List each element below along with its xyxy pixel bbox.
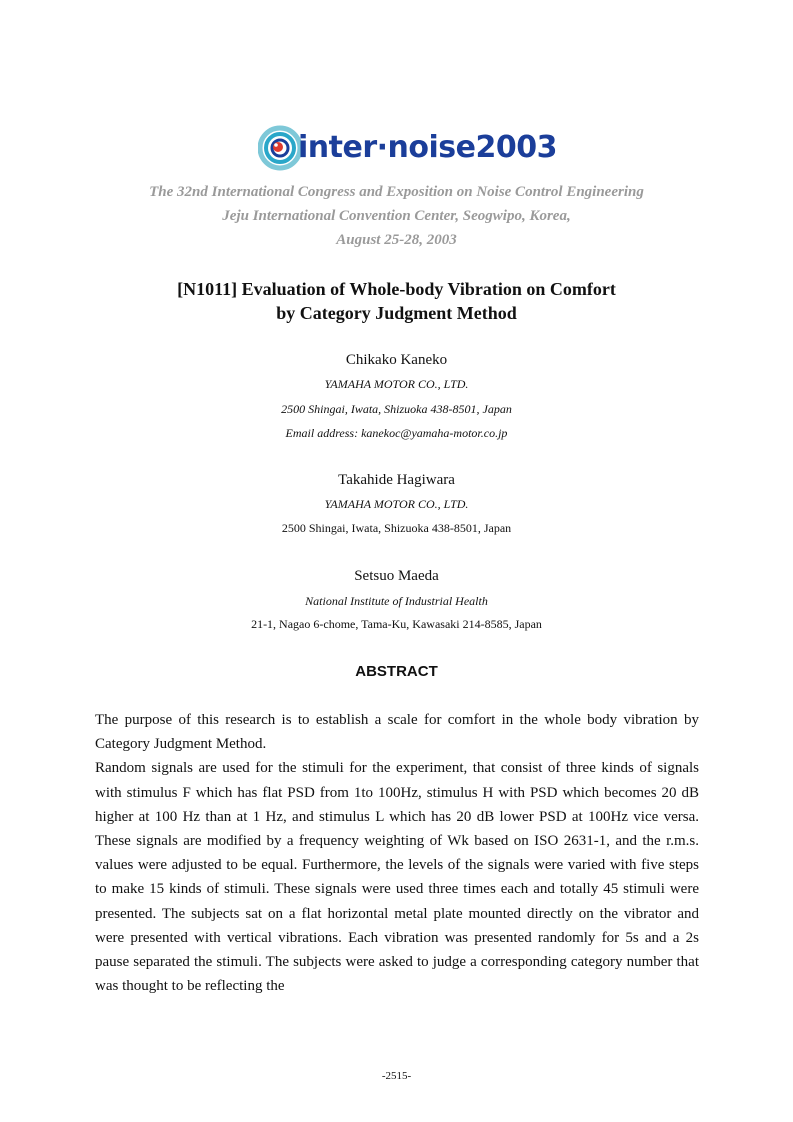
- conference-name: The 32nd International Congress and Exposition on Noise Control Engineering: [149, 184, 644, 200]
- conference-logo: [0, 120, 793, 178]
- abstract-body: [95, 708, 699, 998]
- paper-title-line-1: [N1011] Evaluation of Whole-body Vibration on Comfort: [177, 279, 616, 299]
- author-address: 2500 Shingai, Iwata, Shizuoka 438-8501, Japan: [281, 521, 512, 535]
- abstract-paragraph: Random signals are used for the stimuli for the experiment, that consist of three kinds of signals with stimulus F which has flat PSD from 1to 100Hz, stimulus H with PSD which becomes 20 dB higher at 100 Hz than at 1 Hz, and stimulus L which has 20 dB lower PSD at 100Hz vice versa. These signals are modified by a frequency weighting of Wk based on ISO 2631-1, and the r.m.s. values were adjusted to be equal. Furthermore, the levels of the signals were varied with five steps to make 15 kinds of stimuli. These signals were used three times each and totally 45 stimuli were presented. The subjects sat on a flat horizontal metal plate mounted directly on the vibrator and were presented with vertical vibrations. Each vibration was presented randomly for 5s and a 2s pause separated the stimuli. The subjects were asked to judge a corresponding category number that was thought to be reflecting the: [95, 760, 699, 995]
- author-address: 2500 Shingai, Iwata, Shizuoka 438-8501, Japan: [281, 402, 512, 416]
- author-affiliation: YAMAHA MOTOR CO., LTD.: [324, 497, 469, 511]
- conference-date: August 25-28, 2003: [336, 232, 457, 248]
- abstract-paragraph: The purpose of this research is to establish a scale for comfort in the whole body vibration by Category Judgment Method.: [95, 712, 699, 753]
- author-address: 21-1, Nagao 6-chome, Tama-Ku, Kawasaki 214-8585, Japan: [251, 617, 542, 631]
- author-name: Chikako Kaneko: [345, 352, 448, 368]
- page-number: -2515-: [381, 1070, 412, 1082]
- author-affiliation: YAMAHA MOTOR CO., LTD.: [324, 377, 469, 391]
- author-email: Email address: kanekoc@yamaha-motor.co.jp: [285, 426, 508, 440]
- paper-title-line-2: by Category Judgment Method: [276, 303, 517, 323]
- author-name: Setsuo Maeda: [354, 568, 439, 584]
- abstract-heading: ABSTRACT: [355, 663, 438, 680]
- logo-wordmark: inter·noise2003: [298, 130, 557, 165]
- author-affiliation: National Institute of Industrial Health: [305, 594, 488, 608]
- author-name: Takahide Hagiwara: [338, 472, 455, 488]
- conference-venue: Jeju International Convention Center, Seogwipo, Korea,: [222, 208, 571, 224]
